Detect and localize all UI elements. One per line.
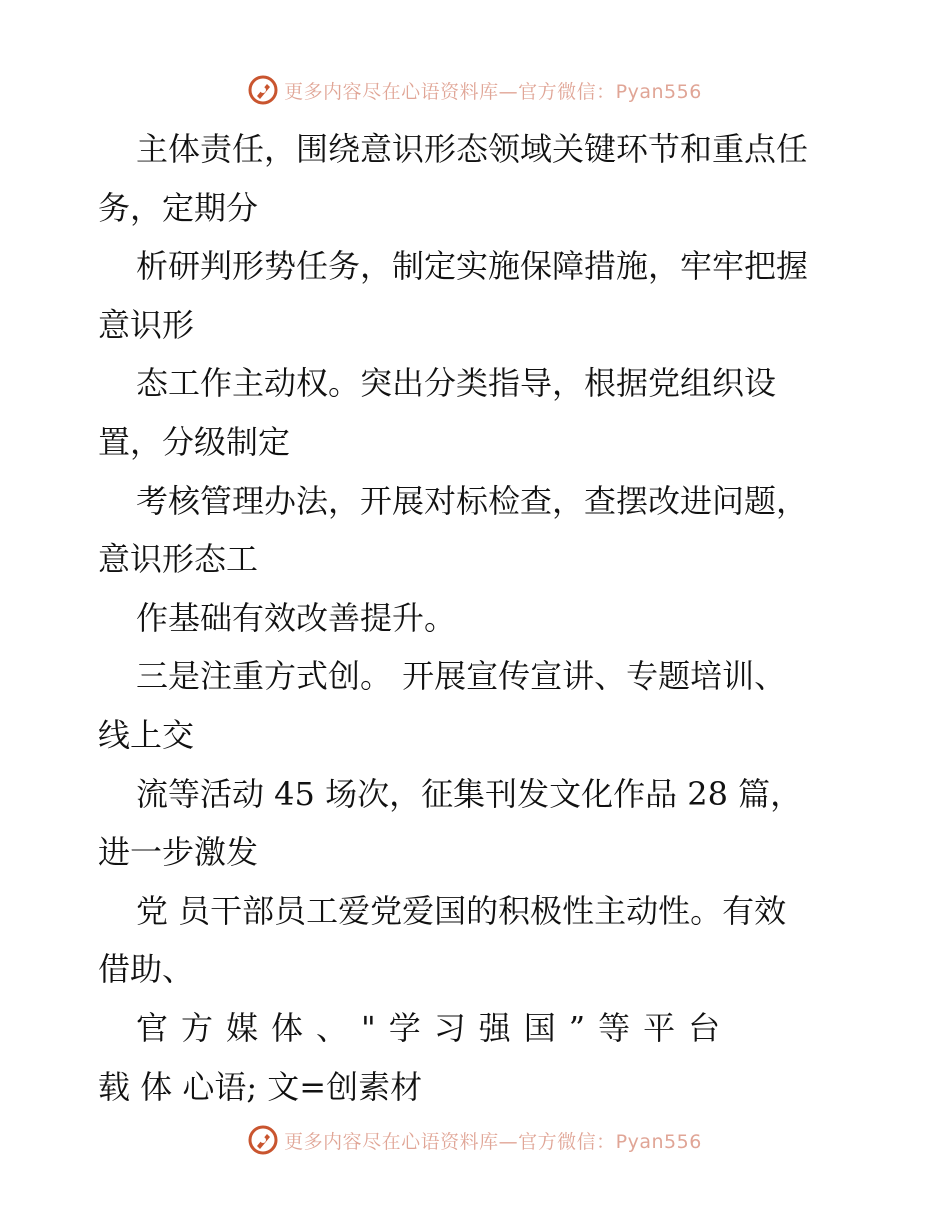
text-line: 析研判形势任务，制定实施保障措施，牢牢把握: [136, 247, 809, 286]
text-line: 务，定期分: [98, 188, 259, 227]
text-line: 三是注重方式创。 开展宣传宣讲、专题培训、: [136, 657, 787, 696]
text-line: 意识形: [98, 305, 195, 344]
watermark-text: 更多内容尽在心语资料库—官方微信：Pyan556: [284, 1130, 702, 1153]
pen-logo-icon: [248, 1125, 278, 1155]
text-line: 意识形态工: [98, 540, 259, 579]
text-line: 考核管理办法，开展对标检查，查摆改进问题，: [136, 481, 809, 520]
text-line: 流等活动 45 场次，征集刊发文化作品 28 篇，: [136, 774, 803, 813]
footer-watermark: [0, 1120, 950, 1160]
watermark-text: 更多内容尽在心语资料库—官方微信：Pyan556: [284, 80, 702, 103]
header-watermark: [0, 70, 950, 110]
text-line: 置，分级制定: [98, 422, 291, 461]
text-line: 线上交: [98, 715, 195, 754]
text-line: 作基础有效改善提升。: [136, 598, 457, 637]
document-body: [98, 120, 858, 1116]
text-line: 官方媒体、"学习强国”等平台: [136, 1008, 734, 1047]
text-line: 载 体 心语; 文=创素材: [98, 1067, 423, 1106]
text-line: 党 员干部员工爱党爱国的积极性主动性。有效: [136, 891, 787, 930]
pen-logo-icon: [248, 75, 278, 105]
text-line: 借助、: [98, 950, 195, 989]
text-line: 主体责任，围绕意识形态领域关键环节和重点任: [136, 130, 809, 168]
text-line: 进一步激发: [98, 833, 259, 872]
text-line: 态工作主动权。突出分类指导，根据党组织设: [136, 364, 777, 403]
